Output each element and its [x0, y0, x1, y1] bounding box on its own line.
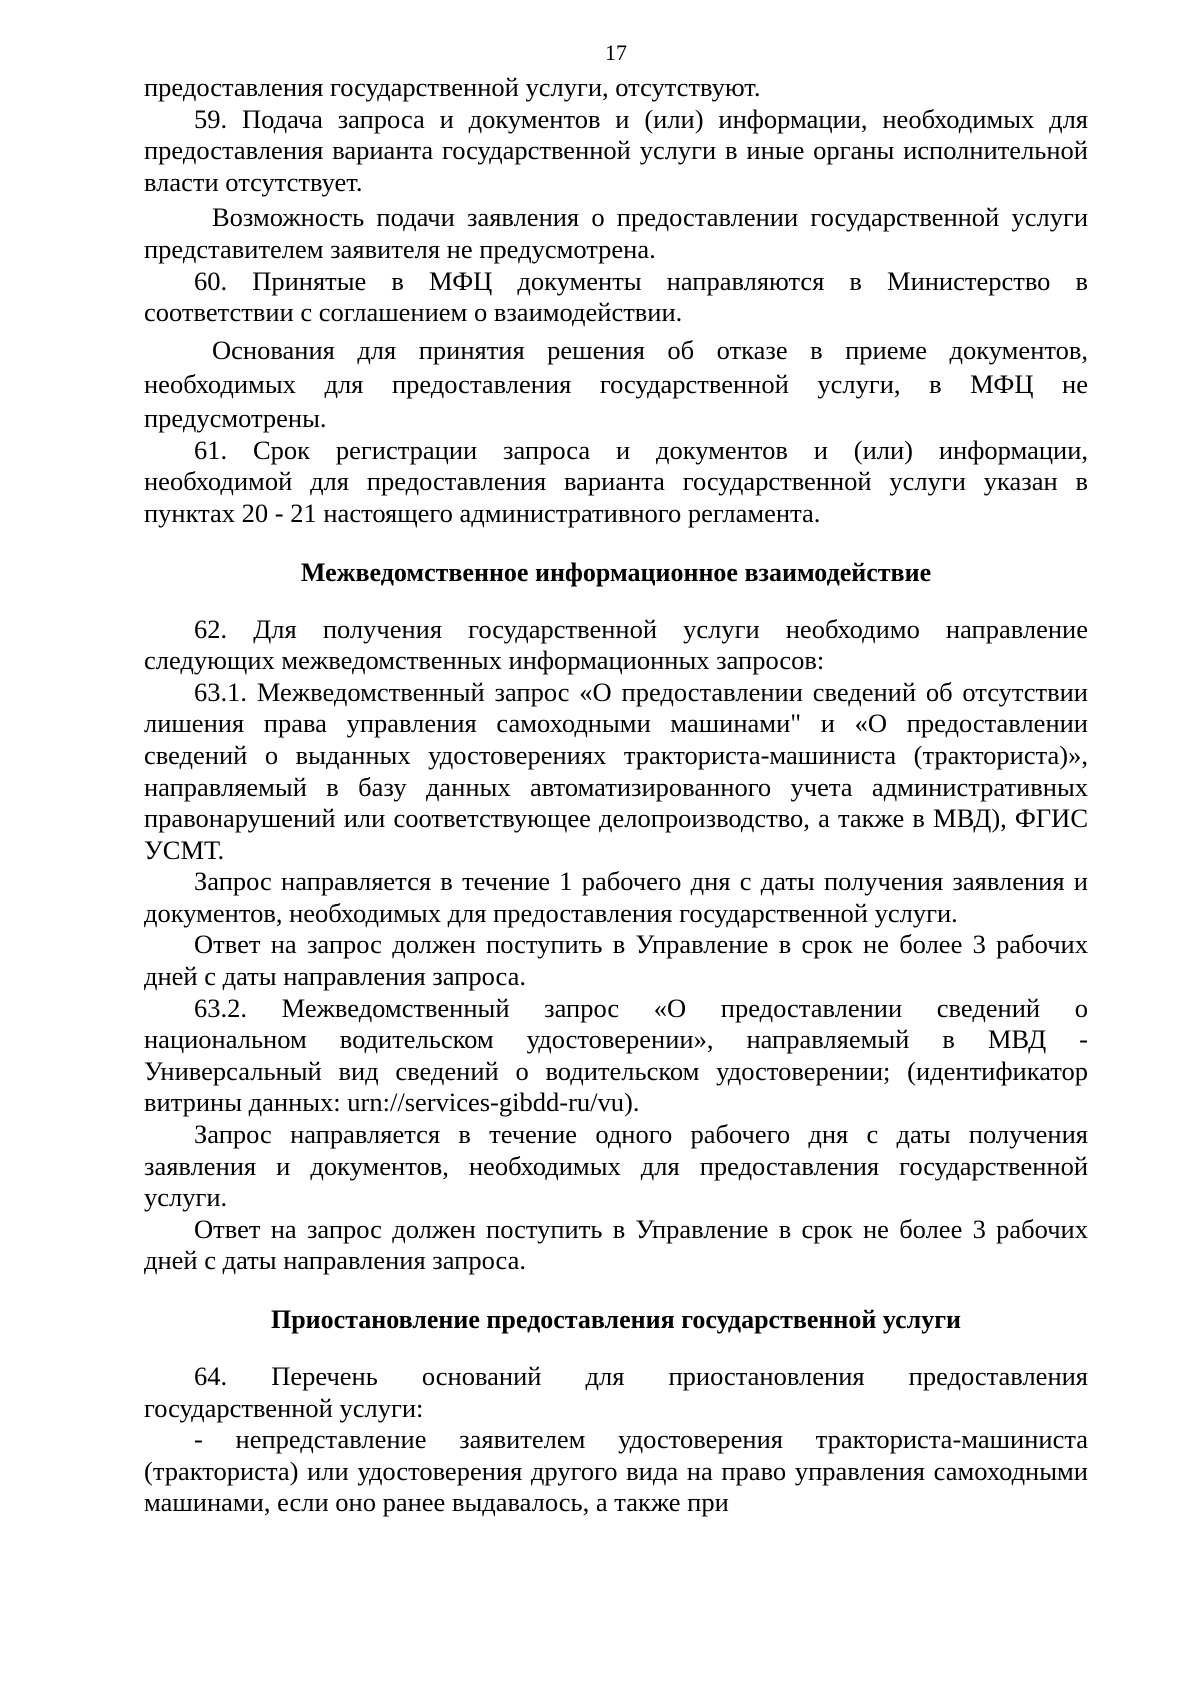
paragraph-63-1: 63.1. Межведомственный запрос «О предоставлении сведений об отсутствии лишения права управления самоходными машинами" и «О предоставлении сведений о выданных удостоверениях тракториста-машиниста (тракториста)», направляемый в базу данных автоматизированного учета административных правонарушений или соответствующее делопроизводство, а также в МВД), ФГИС УСМТ.	[144, 676, 1088, 865]
paragraph-63-2-timing: Запрос направляется в течение одного рабочего дня с даты получения заявления и документов, необходимых для предоставления государственной услуги.	[144, 1119, 1088, 1213]
paragraph-continuation: предоставления государственной услуги, отсутствуют.	[144, 72, 761, 102]
page-number: 17	[605, 40, 627, 65]
paragraph-59: 59. Подача запроса и документов и (или) информации, необходимых для предоставления варианта государственной услуги в иные органы исполнительной власти отсутствует.	[144, 103, 1088, 197]
paragraph-representative: Возможность подачи заявления о предоставлении государственной услуги представителем заявителя не предусмотрена.	[144, 202, 1088, 264]
paragraph-64: 64. Перечень оснований для приостановления предоставления государственной услуги:	[144, 1361, 1088, 1423]
paragraph-62: 62. Для получения государственной услуги необходимо направление следующих межведомственных информационных запросов:	[144, 613, 1088, 676]
paragraph-63-1-response: Ответ на запрос должен поступить в Управление в срок не более 3 рабочих дней с даты направления запроса.	[144, 929, 1088, 992]
paragraph-60: 60. Принятые в МФЦ документы направляются в Министерство в соответствии с соглашением о взаимодействии.	[144, 265, 1088, 328]
paragraph-63-2: 63.2. Межведомственный запрос «О предоставлении сведений о национальном водительском удостоверении», направляемый в МВД - Универсальный вид сведений о водительском удостоверении; (идентификатор витрины данных: urn://services-gibdd-ru/vu).	[144, 992, 1088, 1118]
paragraph-63-2-response: Ответ на запрос должен поступить в Управление в срок не более 3 рабочих дней с даты направления запроса.	[144, 1213, 1088, 1276]
document-page	[144, 40, 1088, 1519]
section-heading-interagency: Межведомственное информационное взаимодействие	[300, 557, 932, 587]
paragraph-63-1-timing: Запрос направляется в течение 1 рабочего дня с даты получения заявления и документов, необходимых для предоставления государственной услуги.	[144, 866, 1088, 928]
section-heading-suspension: Приостановление предоставления государственной услуги	[270, 1305, 961, 1334]
paragraph-64-item: - непредставление заявителем удостоверения тракториста-машиниста (тракториста) или удостоверения другого вида на право управления самоходными машинами, если оно ранее выдавалось, а также при	[144, 1424, 1088, 1518]
paragraph-refusal-grounds: Основания для принятия решения об отказе в приеме документов, необходимых для предоставления государственной услуги, в МФЦ не предусмотрены.	[144, 334, 1088, 433]
paragraph-61: 61. Срок регистрации запроса и документов и (или) информации, необходимой для предоставления варианта государственной услуги указан в пунктах 20 - 21 настоящего административного регламента.	[144, 434, 1088, 528]
